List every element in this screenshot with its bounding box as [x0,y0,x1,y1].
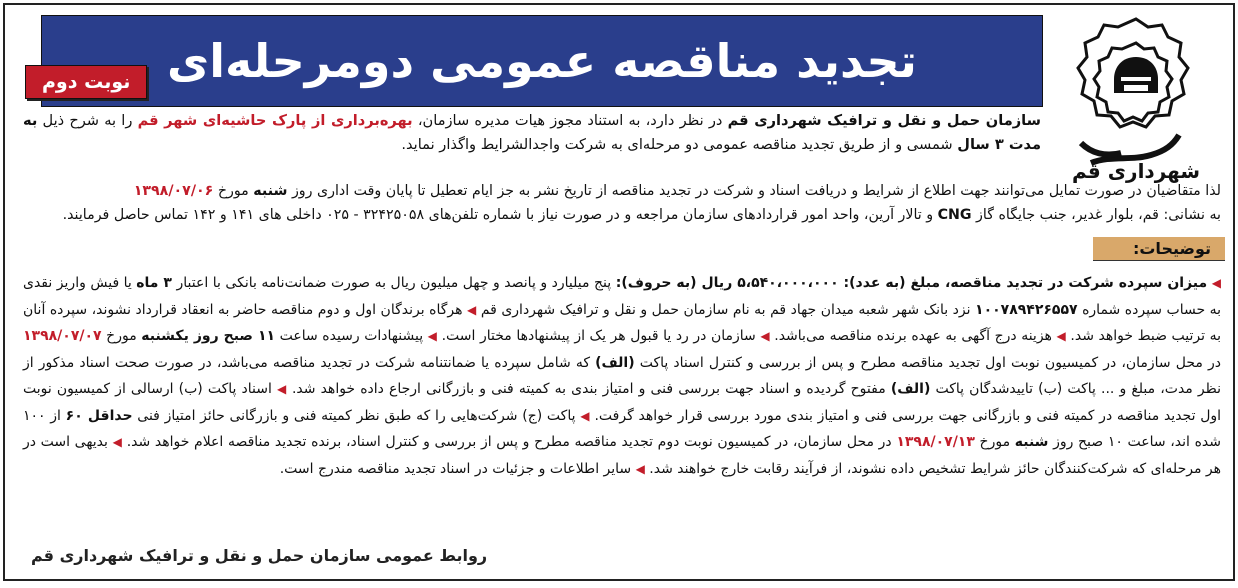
note-2: هرگاه برندگان اول و دوم مناقصه حاضر به انعقاد قرارداد نشوند، سپرده آنان به ترتیب ضبط خواهد شد. [23,301,1222,344]
tender-notice [3,3,1235,581]
note-7-a: پاکت (ج) شرکت‌هایی را که طبق نظر کمیته فنی و بازرگانی حائز امتیاز فنی [132,407,581,424]
note-6: اسناد پاکت (ب) ارسالی از کمیسیون نوبت اول تجدید مناقصه در کمیته فنی و بازرگانی جهت بررسی فنی و امتیاز بندی مورد بررسی قرار خواهد گرفت. [23,381,1222,424]
invite-text-2: مورخ [213,183,254,199]
intro-paragraph [23,109,1041,157]
note-5-a: پیشنهادات رسیده ساعت [275,328,428,344]
note-8: بدیهی است در هر مرحله‌ای که شرکت‌کنندگان حائز شرایط تشخیص داده نشوند، از فرآیند رقابت خارج خواهند شد. [23,434,1221,477]
bullet-icon: ◀ [580,408,590,423]
bullet-icon: ◀ [112,435,123,449]
min-score: حداقل ۶۰ [65,407,133,424]
page-title: تجدید مناقصه عمومی دومرحله‌ای [167,34,917,88]
note-9: سایر اطلاعات و جزئیات در اسناد تجدید مناقصه مندرج است. [279,460,636,477]
intro-text-1: در نظر دارد، به استناد مجوز هیات مدیره سازمان، [412,112,728,129]
opening-date: ۱۳۹۸/۰۷/۰۷ [23,328,102,344]
guarantee-months: ۳ ماه [136,275,172,291]
second-session-date: ۱۳۹۸/۰۷/۱۳ [896,434,975,450]
qom-municipality-logo [1051,13,1221,185]
note-5-e: مفتوح گردیده و اسناد جهت بررسی فنی و امتیاز بندی به کمیته فنی و بازرگانی ارجاع داده خواهد شد. [291,381,891,397]
notes-body [23,270,1221,482]
tender-subject: بهره‌برداری از پارک حاشیه‌ای شهر قم [137,112,413,129]
note-4: سازمان در رد یا قبول هر یک از پیشنهادها مختار است. [441,328,761,344]
intro-text-2: را به شرح ذیل [37,112,138,129]
deposit-amount: میزان سپرده شرکت در تجدید مناقصه، مبلغ (به عدد): ۵،۵۴۰،۰۰۰،۰۰۰ ریال (به حروف): [615,275,1208,291]
packet-alef-2: (الف) [890,381,931,397]
bullet-icon: ◀ [1056,329,1066,343]
bullet-icon: ◀ [635,461,645,476]
account-number: ۱۰۰۷۸۹۴۲۶۵۵۷ [975,301,1078,318]
intro-text-3: شمسی و از طریق تجدید مناقصه عمومی دو مرحله‌ای به شرکت واجدالشرایط واگذار نماید. [401,136,958,153]
opening-time: ۱۱ صبح روز یکشنبه [141,328,276,344]
note-3: هزینه درج آگهی به عهده برنده مناقصه می‌باشد. [774,328,1057,344]
bullet-icon: ◀ [467,302,477,317]
title-banner [41,15,1043,107]
note-5-b: مورخ [101,328,142,344]
note-7-d: در محل سازمان، در کمیسیون نوبت دوم تجدید مناقصه مطرح و پس از بررسی و کنترل اسناد، برنده تجدید مناقصه اعلام خواهد شد. [126,434,897,450]
invite-address-1: به نشانی: قم، بلوار غدیر، جنب جایگاه گاز [971,207,1221,223]
note-5-d: که شامل سپرده یا ضمانتنامه شرکت در تجدید مناقصه می‌باشد، در صورت صحت اسناد مذکور از نظر مدت، مبلغ و ... پاکت (ب) تاییدشدگان پاکت [23,354,1222,397]
cng-label: CNG [937,207,972,223]
note-1-text-3: نزد بانک شهر شعبه میدان جهاد قم به نام سازمان حمل و نقل و ترافیک شهرداری قم [480,301,976,318]
notes-header: توضیحات: [1093,237,1225,261]
note-1-text: پنج میلیارد و پانصد و چهل میلیون ریال به صورت ضمانت‌نامه بانکی با اعتبار [171,275,616,291]
bullet-icon: ◀ [760,329,770,343]
deadline-day: شنبه [253,183,288,199]
bullet-icon: ◀ [427,329,438,343]
logo-text: شهرداری قم [1071,159,1201,183]
note-7-c: مورخ [974,434,1015,450]
second-notice-badge: نوبت دوم [25,65,147,99]
deadline-date: ۱۳۹۸/۰۷/۰۶ [133,183,214,199]
bullet-icon: ◀ [276,382,287,396]
packet-alef: (الف) [595,354,635,371]
contract-duration: به مدت ۳ سال [23,112,1041,153]
note-1-text-2: یا فیش واریز نقدی به حساب سپرده شماره [23,275,1222,318]
invitation-paragraph [23,179,1221,227]
public-relations-signature: روابط عمومی سازمان حمل و نقل و ترافیک شهرداری قم [27,546,491,565]
note-7-b: از ۱۰۰ شده اند، ساعت ۱۰ صبح روز [23,407,1221,450]
org-name: سازمان حمل و نقل و ترافیک شهرداری قم [727,112,1041,129]
second-session-day: شنبه [1014,434,1049,450]
invite-text-1: لذا متقاضیان در صورت تمایل می‌توانند جهت اطلاع از شرایط و دریافت اسناد و شرکت در تجدید مناقصه از تاریخ نشر به جز ایام تعطیل تا پایان وقت اداری روز [287,183,1221,199]
note-5-c: در محل سازمان، در کمیسیون نوبت اول تجدید مناقصه مطرح و پس از بررسی و کنترل اسناد پاکت [634,354,1221,371]
bullet-icon: ◀ [1211,276,1221,290]
invite-address-2: و تالار آرین، واحد امور قراردادهای سازمان مراجعه و در صورت نیاز با شماره تلفن‌های ۳۲۴۲۵۰۵۸ - ۰۲۵ داخلی های ۱۴۱ و ۱۴۲ تماس حاصل فرمایند. [62,207,938,223]
